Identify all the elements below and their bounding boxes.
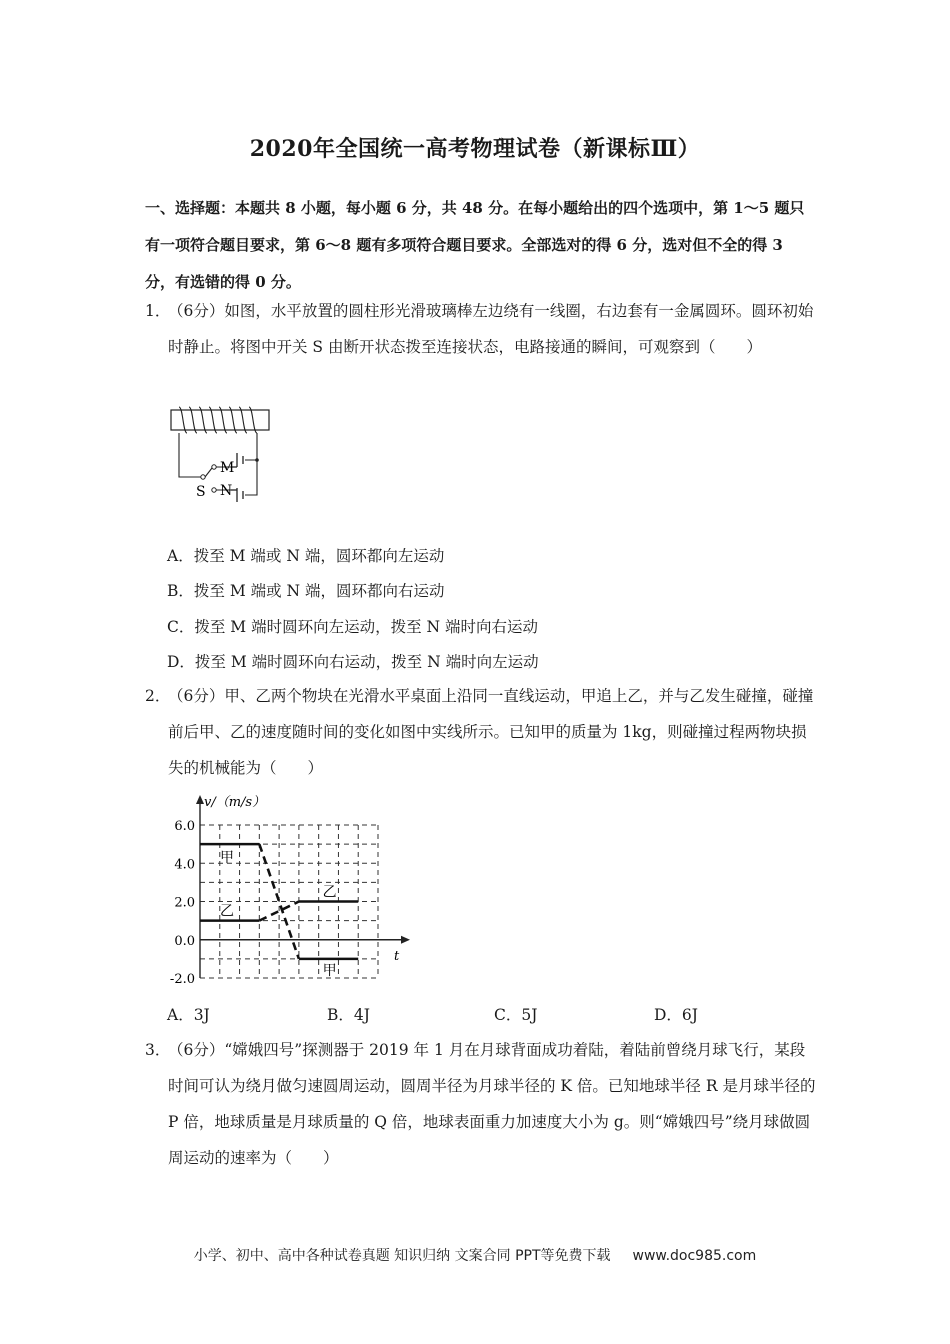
question-text: （6分）甲、乙两个物块在光滑水平桌面上沿同一直线运动，甲追上乙，并与乙发生碰撞，碰撞前后甲、乙的速度随时间的变化如图中实线所示。已知甲的质量为 1kg，则碰撞过程两物块损失的机械能为（ ）	[168, 687, 814, 777]
switch-pivot	[201, 475, 205, 479]
q1-option-a: A．拨至 M 端或 N 端，圆环都向左运动	[167, 547, 445, 565]
question-number: 2．	[145, 687, 171, 705]
label-m: M	[220, 460, 235, 476]
series-label-jia: 甲	[322, 962, 337, 979]
q2-option-b: B．4J	[327, 1006, 370, 1024]
series-label-yi: 乙	[220, 903, 234, 920]
q2-option-c: C．5J	[494, 1006, 538, 1024]
y-tick-label: 2.0	[174, 895, 195, 911]
section-instructions: 一、选择题：本题共 8 小题，每小题 6 分，共 48 分。在每小题给出的四个选项中，第 1～5 题只有一项符合题目要求，第 6～8 题有多项符合题目要求。全部选对的得 6 分，选对但不全的得 3 分，有选错的得 0 分。	[145, 199, 805, 291]
y-tick-label: 4.0	[174, 857, 195, 873]
velocity-time-chart	[160, 790, 420, 990]
question-3	[145, 1032, 817, 1176]
terminal-m	[212, 465, 216, 469]
q1-option-b: B．拨至 M 端或 N 端，圆环都向右运动	[167, 582, 445, 600]
q2-option-d: D．6J	[654, 1006, 699, 1024]
label-n: N	[220, 483, 233, 499]
y-tick-label: 6.0	[174, 819, 195, 834]
footer-text: 小学、初中、高中各种试卷真题 知识归纳 文案合同 PPT等免费下载	[193, 1248, 611, 1264]
question-1	[145, 293, 817, 365]
y-axis-arrow	[196, 795, 204, 804]
question-number: 1．	[145, 302, 171, 320]
question-text: （6分）“嫦娥四号”探测器于 2019 年 1 月在月球背面成功着陆，着陆前曾绕月球飞行，某段时间可认为绕月做匀速圆周运动，圆周半径为月球半径的 K 倍。已知地球半径 R 是月球半径的 P 倍，地球质量是月球质量的 Q 倍，地球表面重力加速度大小为 g。则“嫦娥四号”绕月球做圆周运动的速率为（ ）	[168, 1041, 816, 1167]
series-label-yi: 乙	[322, 884, 337, 901]
y-tick-label: -2.0	[169, 972, 195, 987]
y-tick-label: 0.0	[174, 933, 195, 949]
q2-option-a: A．3J	[167, 1006, 210, 1024]
question-number: 3．	[145, 1041, 171, 1059]
y-axis-label: v/（m/s）	[204, 795, 266, 810]
question-text: （6分）如图，水平放置的圆柱形光滑玻璃棒左边绕有一线圈，右边套有一金属圆环。圆环初始时静止。将图中开关 S 由断开状态拨至连接状态，电路接通的瞬间，可观察到（ ）	[168, 302, 814, 356]
question-2	[145, 678, 817, 786]
y-tick-labels	[170, 819, 195, 987]
x-axis-arrow	[401, 936, 410, 944]
q1-option-c: C．拨至 M 端时圆环向左运动，拨至 N 端时向右运动	[167, 618, 539, 636]
q1-option-d: D．拨至 M 端时圆环向右运动，拨至 N 端时向左运动	[167, 653, 539, 671]
page-title: 2020年全国统一高考物理试卷（新课标Ⅲ）	[249, 136, 701, 162]
x-axis-label: t	[394, 948, 400, 964]
terminal-n	[212, 488, 216, 492]
footer-url: www.doc985.com	[632, 1248, 757, 1264]
junction-dot	[255, 458, 259, 462]
page-footer	[0, 1245, 950, 1265]
series-label-jia: 甲	[220, 850, 234, 867]
coil-circuit-figure	[165, 405, 275, 505]
circuit-wires	[179, 433, 257, 495]
label-s: S	[196, 484, 206, 500]
coil	[179, 407, 257, 433]
